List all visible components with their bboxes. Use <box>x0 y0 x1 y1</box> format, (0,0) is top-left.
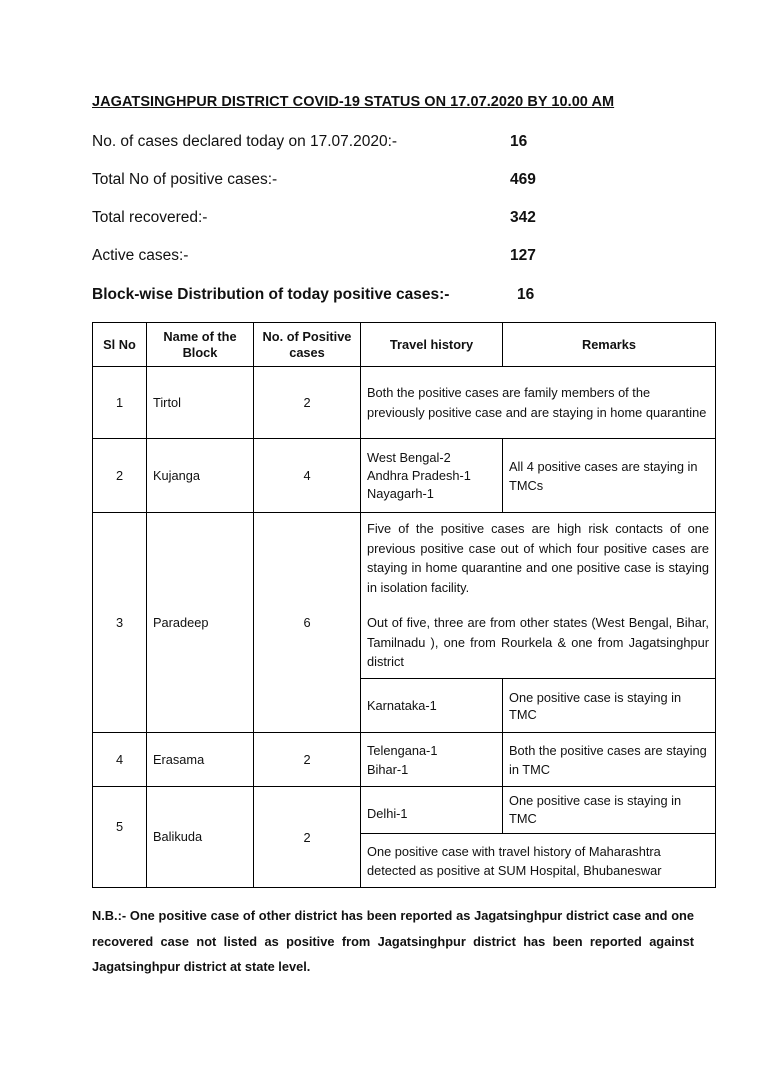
cell-sl: 3 <box>93 513 147 733</box>
cell-remarks: All 4 positive cases are staying in TMCs <box>503 439 716 513</box>
cell-merged-remarks: Both the positive cases are family members of the previously positive case and are staying in home quarantine <box>361 367 716 439</box>
stat-active <box>92 247 536 265</box>
stat-value: 16 <box>510 133 528 150</box>
cell-sl: 1 <box>93 367 147 439</box>
cell-sl: 4 <box>93 733 147 787</box>
page-title: JAGATSINGHPUR DISTRICT COVID-19 STATUS ON 17.07.2020 BY 10.00 AM <box>92 94 615 110</box>
stat-label: No. of cases declared today on 17.07.2020:- <box>92 133 398 150</box>
stat-label: Block-wise Distribution of today positive cases:- <box>92 286 450 303</box>
travel-line: Nayagarh-1 <box>367 485 434 501</box>
footnote: N.B.:- One positive case of other district has been reported as Jagatsinghpur district case and one recovered case not listed as positive from Jagatsinghpur district has been reported against Jagatsinghpur district at state level. <box>92 908 694 974</box>
travel-line: Bihar-1 <box>367 761 409 777</box>
stat-value: 16 <box>517 286 535 303</box>
stat-label: Total No of positive cases:- <box>92 171 278 188</box>
cell-remarks: Both the positive cases are staying in TMC <box>503 733 716 787</box>
stat-total-positive <box>92 171 536 189</box>
stat-declared-today <box>92 133 528 151</box>
header-block: Name of the Block <box>147 323 254 367</box>
cell-block: Balikuda <box>147 787 254 888</box>
stat-value: 342 <box>510 209 536 226</box>
table-row <box>93 439 716 513</box>
remarks-paragraph: Five of the positive cases are high risk contacts of one previous positive case out of which four positive cases are staying in home quarantine and one positive case is staying in isolation facility. <box>367 521 709 595</box>
cell-count: 6 <box>254 513 361 733</box>
cell-travel: Delhi-1 <box>361 787 503 834</box>
cell-remarks: One positive case is staying in TMC <box>503 679 716 733</box>
remarks-paragraph: Out of five, three are from other states (West Bengal, Bihar, Tamilnadu ), one from Rourkela & one from Jagatsinghpur district <box>367 615 709 670</box>
block-distribution-table <box>92 322 716 888</box>
cell-count: 2 <box>254 733 361 787</box>
cell-sl: 5 <box>93 787 147 888</box>
cell-count: 2 <box>254 787 361 888</box>
stat-total-recovered <box>92 209 536 227</box>
cell-block: Erasama <box>147 733 254 787</box>
cell-merged-remarks <box>361 513 716 679</box>
travel-line: Telengana-1 <box>367 742 438 758</box>
cell-travel: Karnataka-1 <box>361 679 503 733</box>
stat-label: Active cases:- <box>92 247 189 264</box>
table-row <box>93 513 716 679</box>
cell-remarks: One positive case is staying in TMC <box>503 787 716 834</box>
cell-block: Kujanga <box>147 439 254 513</box>
stat-value: 469 <box>510 171 536 188</box>
stat-label: Total recovered:- <box>92 209 208 226</box>
header-remarks: Remarks <box>503 323 716 367</box>
header-sl: Sl No <box>93 323 147 367</box>
table-row <box>93 367 716 439</box>
cell-travel <box>361 439 503 513</box>
cell-travel <box>361 733 503 787</box>
table-row <box>93 733 716 787</box>
cell-block: Tirtol <box>147 367 254 439</box>
table-header-row <box>93 323 716 367</box>
stat-blockwise <box>92 286 535 304</box>
travel-line: West Bengal-2 <box>367 449 451 465</box>
cell-count: 4 <box>254 439 361 513</box>
header-positive: No. of Positive cases <box>254 323 361 367</box>
header-travel: Travel history <box>361 323 503 367</box>
cell-merged-remarks: One positive case with travel history of Maharashtra detected as positive at SUM Hospital, Bhubaneswar <box>361 834 716 888</box>
travel-line: Andhra Pradesh-1 <box>367 467 471 483</box>
cell-count: 2 <box>254 367 361 439</box>
cell-sl: 2 <box>93 439 147 513</box>
stat-value: 127 <box>510 247 536 264</box>
table-row <box>93 787 716 834</box>
cell-block: Paradeep <box>147 513 254 733</box>
